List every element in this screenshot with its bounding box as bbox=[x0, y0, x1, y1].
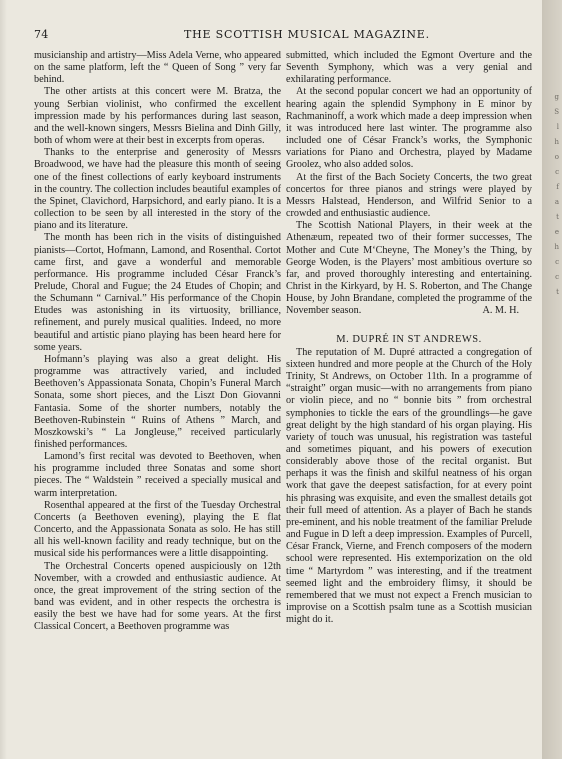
adjacent-page-strip bbox=[542, 0, 562, 759]
right-text-column bbox=[286, 50, 532, 626]
left-text-column bbox=[34, 50, 281, 634]
page-number: 74 bbox=[34, 28, 49, 41]
margin-letter: c bbox=[555, 273, 559, 281]
left-paragraph: The month has been rich in the visits of distinguished pianists—Cortot, Hofmann, Lamond, and Rosenthal. Cortot came first, and gave a wonderful and memorable performance. His programme included César Franck’s Prelude, Choral and Fugue; the 24 Etudes of Chopin; and the Schumann “ Carnival.” His performance of the Chopin Etudes was astonishing in its virtuosity, brilliance, refinement, and purely musical qualities. Indeed, no more beautiful and artistic piano playing has been heard here for some years. bbox=[34, 232, 281, 353]
margin-letter: t bbox=[556, 288, 559, 296]
margin-letter: h bbox=[554, 138, 559, 146]
left-paragraph: Lamond’s first recital was devoted to Beethoven, when his programme included three Sonatas and some short pieces. The “ Waldstein ” received a specially musical and warm interpretation. bbox=[34, 451, 281, 499]
margin-letter: S bbox=[554, 108, 559, 116]
margin-letter: t bbox=[556, 213, 559, 221]
margin-letter: f bbox=[556, 183, 559, 191]
section-heading: M. DUPRÉ IN ST ANDREWS. bbox=[336, 333, 482, 345]
left-paragraph: Rosenthal appeared at the first of the Tuesday Orchestral Concerts (a Beethoven evening), playing the E flat Concerto, and the Appassionata Sonata as solo. He has still all his well-known facility and ready technique, but on the musical side his performances were a little disappointing. bbox=[34, 499, 281, 560]
right-paragraph: At the second popular concert we had an opportunity of hearing again the splendid Symphony in E minor by Rachmaninoff, a work which made a deep impression when it was introduced here last winter. The programme also included one of César Franck’s works, the Symphonic variations for Piano and Orchestra, played by Madame Groolez, who also added solos. bbox=[286, 86, 532, 171]
right-paragraph: The Scottish National Players, in their week at the Athenæum, repeated two of their former successes, The Mother and Cute M‘Cheyne, The Money’s the Thing, by George Woden, is the Players’ most ambitious overture so far, and proved thoroughly interesting and entertaining. Christ in the Kirkyard, by H. S. Roberton, and The Change House, by John Brandane, completed the programme of the November season. bbox=[286, 220, 532, 317]
margin-letter: e bbox=[554, 228, 559, 236]
margin-letter: c bbox=[555, 258, 559, 266]
left-paragraph: Thanks to the enterprise and generosity of Messrs Broadwood, we have had the pleasure this month of seeing one of the finest collections of early keyboard instruments in the country. The collection includes beautiful examples of the Spinet, Clavichord, Harpsichord, and early piano. It is a collection to be seen by all interested in the story of the piano and its literature. bbox=[34, 147, 281, 232]
page-header bbox=[34, 28, 533, 46]
left-paragraph: The Orchestral Concerts opened auspiciously on 12th November, with a crowded and enthusiastic audience. At once, the great improvement of the string section of the band was evident, and in other respects the orchestra is easily the best we have had for some years. At the first Classical Concert, a Beethoven programme was bbox=[34, 560, 281, 633]
article-signature: A. M. H. bbox=[482, 305, 519, 317]
margin-letter: o bbox=[554, 153, 559, 161]
left-paragraph: Hofmann’s playing was also a great delight. His programme was attractively varied, and included Beethoven’s Appassionata Sonata, Chopin’s Funeral March Sonata, some short pieces, and the Liszt Don Giovanni Fantasia. Some of the shorter numbers, notably the Beethoven-Rubinstein “ Ruins of Athens ” March, and Moszkowski’s “ La Jongleuse,” received particularly finished performances. bbox=[34, 353, 281, 450]
left-paragraph: musicianship and artistry—Miss Adela Verne, who appeared on the same platform, left the “ Queen of Song ” very far behind. bbox=[34, 50, 281, 86]
right-paragraph: At the first of the Bach Society Concerts, the two great concertos for three pianos and strings were played by Messrs Halstead, Henderson, and Wilfrid Senior to a crowded and enthusiastic audience. bbox=[286, 171, 532, 220]
right-paragraph: submitted, which included the Egmont Overture and the Seventh Symphony, which was a very genial and exhilarating performance. bbox=[286, 50, 532, 86]
margin-letter: c bbox=[555, 168, 559, 176]
margin-letter: g bbox=[554, 93, 559, 101]
section-paragraph: The reputation of M. Dupré attracted a congregation of sixteen hundred and more people at the Church of the Holy Trinity, St Andrews, on October 11th. In a programme of “straight” organ music—with no arrangements from piano or violin piece, and no “ bonnie bits ” from orchestral symphonies to tickle the ears of the groundlings—he gave great delight by the high standard of his organ playing. His variety of touch was unusual, his registration was tasteful and sometimes piquant, and his powers of execution considerably above those of the recital organist. But perhaps it was the finish and skilful neatness of his organ work that gave the deepest satisfaction, for at every point his phrasing was exquisite, and even the smallest details got their full meed of attention. As a player of Bach he stands pre-eminent, and his noble treatment of the familiar Prelude and Fugue in D left a deep impression. Examples of Purcell, César Franck, Vierne, and French composers of the modern school were represented. His extemporization on the old time “ Martyrdom ” was interesting, and if the treatment seemed light and the embroidery flimsy, it should be remembered that we must not expect a French musician to improvise on a Scottish psalm tune as a Scottish musician might do it. bbox=[286, 346, 532, 626]
page-edge-shadow bbox=[0, 0, 7, 759]
margin-letter: l bbox=[556, 123, 559, 131]
margin-letter: h bbox=[554, 243, 559, 251]
left-paragraph: The other artists at this concert were M. Bratza, the young Serbian violinist, who confirmed the excellent impression made by his performances during last season, and the well-known singers, Messrs Bielina and Dinh Gilly, both of whom were at their best in excerpts from operas. bbox=[34, 86, 281, 147]
margin-letter: a bbox=[554, 198, 559, 206]
running-title: THE SCOTTISH MUSICAL MAGAZINE. bbox=[184, 28, 430, 41]
